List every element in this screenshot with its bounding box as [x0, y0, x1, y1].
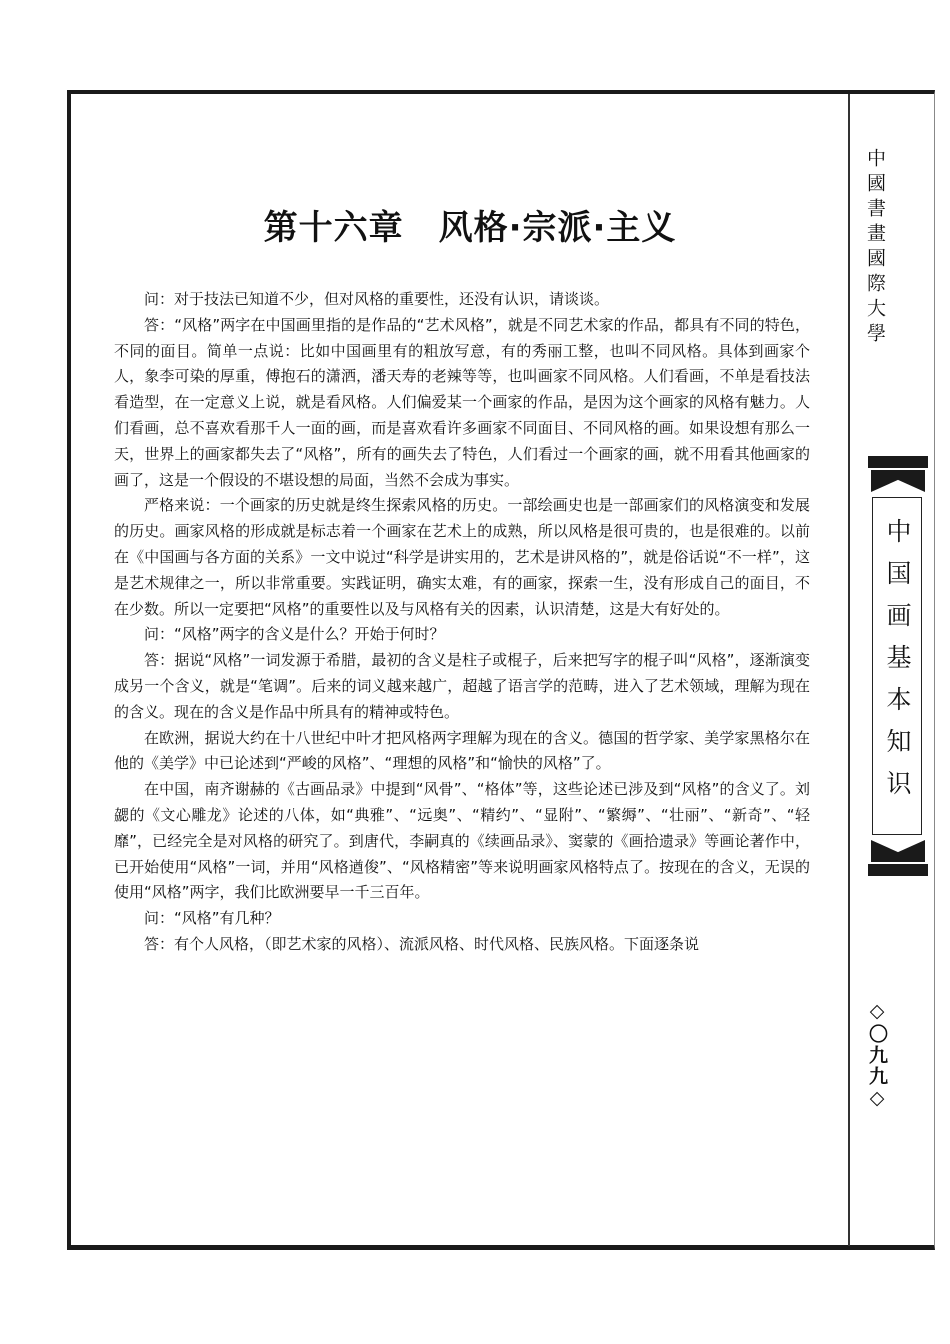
paragraph-answer-1: 答：“风格”两字在中国画里指的是作品的“艺术风格”，就是不同艺术家的作品，都具有不同的特色，不同的面目。简单一点说：比如中国画里有的粗放写意，有的秀丽工整，也叫不同风格。具体到画家个人，象李可染的厚重，傅抱石的潇洒，潘天寿的老辣等等，也叫画家不同风格。人们看画，不单是看技法看造型，在一定意义上说，就是看风格。人们偏爱某一个画家的作品，是因为这个画家的风格有魅力。人们看画，总不喜欢看那千人一面的画，而是喜欢看许多画家不同面目、不同风格的画。如果设想有那么一天，世界上的画家都失去了“风格”，所有的画失去了特色，人们看过一个画家的画，就不用看其他画家的画了，这是一个假设的不堪设想的局面，当然不会成为事实。 — [114, 315, 810, 489]
chapter-title: 第十六章 风格·宗派·主义 — [263, 208, 677, 248]
margin-divider — [848, 94, 850, 1246]
university-name-vertical: 中國書畫國際大學 — [864, 148, 886, 348]
page-number-vertical: ◇〇九九◇ — [866, 1000, 888, 1111]
banner-bottom-bar — [868, 864, 928, 876]
book-title-vertical: 中国画基本知识 — [883, 518, 912, 812]
body-text — [114, 287, 810, 958]
paragraph-answer-1-continued: 严格来说：一个画家的历史就是终生探索风格的历史。一部绘画史也是一部画家们的风格演变和发展的历史。画家风格的形成就是标志着一个画家在艺术上的成熟，所以风格是很可贵的，也是很难的。以前在《中国画与各方面的关系》一文中说过“科学是讲实用的，艺术是讲风格的”，就是俗话说“不一样”，这是艺术规律之一，所以非常重要。实践证明，确实太难，有的画家，探索一生，没有形成自己的面目，不在少数。所以一定要把“风格”的重要性以及与风格有关的因素，认识清楚，这是大有好处的。 — [114, 496, 810, 618]
paragraph-europe: 在欧洲，据说大约在十八世纪中叶才把风格两字理解为现在的含义。德国的哲学家、美学家黑格尔在他的《美学》中已论述到“严峻的风格”、“理想的风格”和“愉快的风格”了。 — [114, 728, 810, 773]
paragraph-china: 在中国，南齐谢赫的《古画品录》中提到“风骨”、“格体”等，这些论述已涉及到“风格”的含义了。刘勰的《文心雕龙》论述的八体，如“典雅”、“远奥”、“精约”、“显附”、“繁缛”、“壮丽”、“新奇”、“轻靡”，已经完全是对风格的研究了。到唐代，李嗣真的《续画品录》、窦蒙的《画拾遗录》等画论著作中，已开始使用“风格”一词，并用“风格遒俊”、“风格精密”等来说明画家风格特点了。按现在的含义，无误的使用“风格”两字，我们比欧洲要早一千三百年。 — [114, 780, 810, 902]
paragraph-answer-3: 答：有个人风格，（即艺术家的风格）、流派风格、时代风格、民族风格。下面逐条说 — [144, 934, 700, 953]
banner-top-bar — [868, 456, 928, 468]
paragraph-question-1: 问：对于技法已知道不少，但对风格的重要性，还没有认识，请谈谈。 — [144, 290, 610, 308]
paragraph-question-3: 问：“风格”有几种？ — [144, 909, 280, 928]
paragraph-answer-2: 答：据说“风格”一词发源于希腊，最初的含义是柱子或棍子，后来把写字的棍子叫“风格”，逐渐演变成另一个含义，就是“笔调”。后来的词义越来越广，超越了语言学的范畴，进入了艺术领域，理解为现在的含义。现在的含义是作品中所具有的精神或特色。 — [114, 651, 810, 721]
paragraph-question-2: 问：“风格”两字的含义是什么？开始于何时？ — [144, 625, 445, 644]
